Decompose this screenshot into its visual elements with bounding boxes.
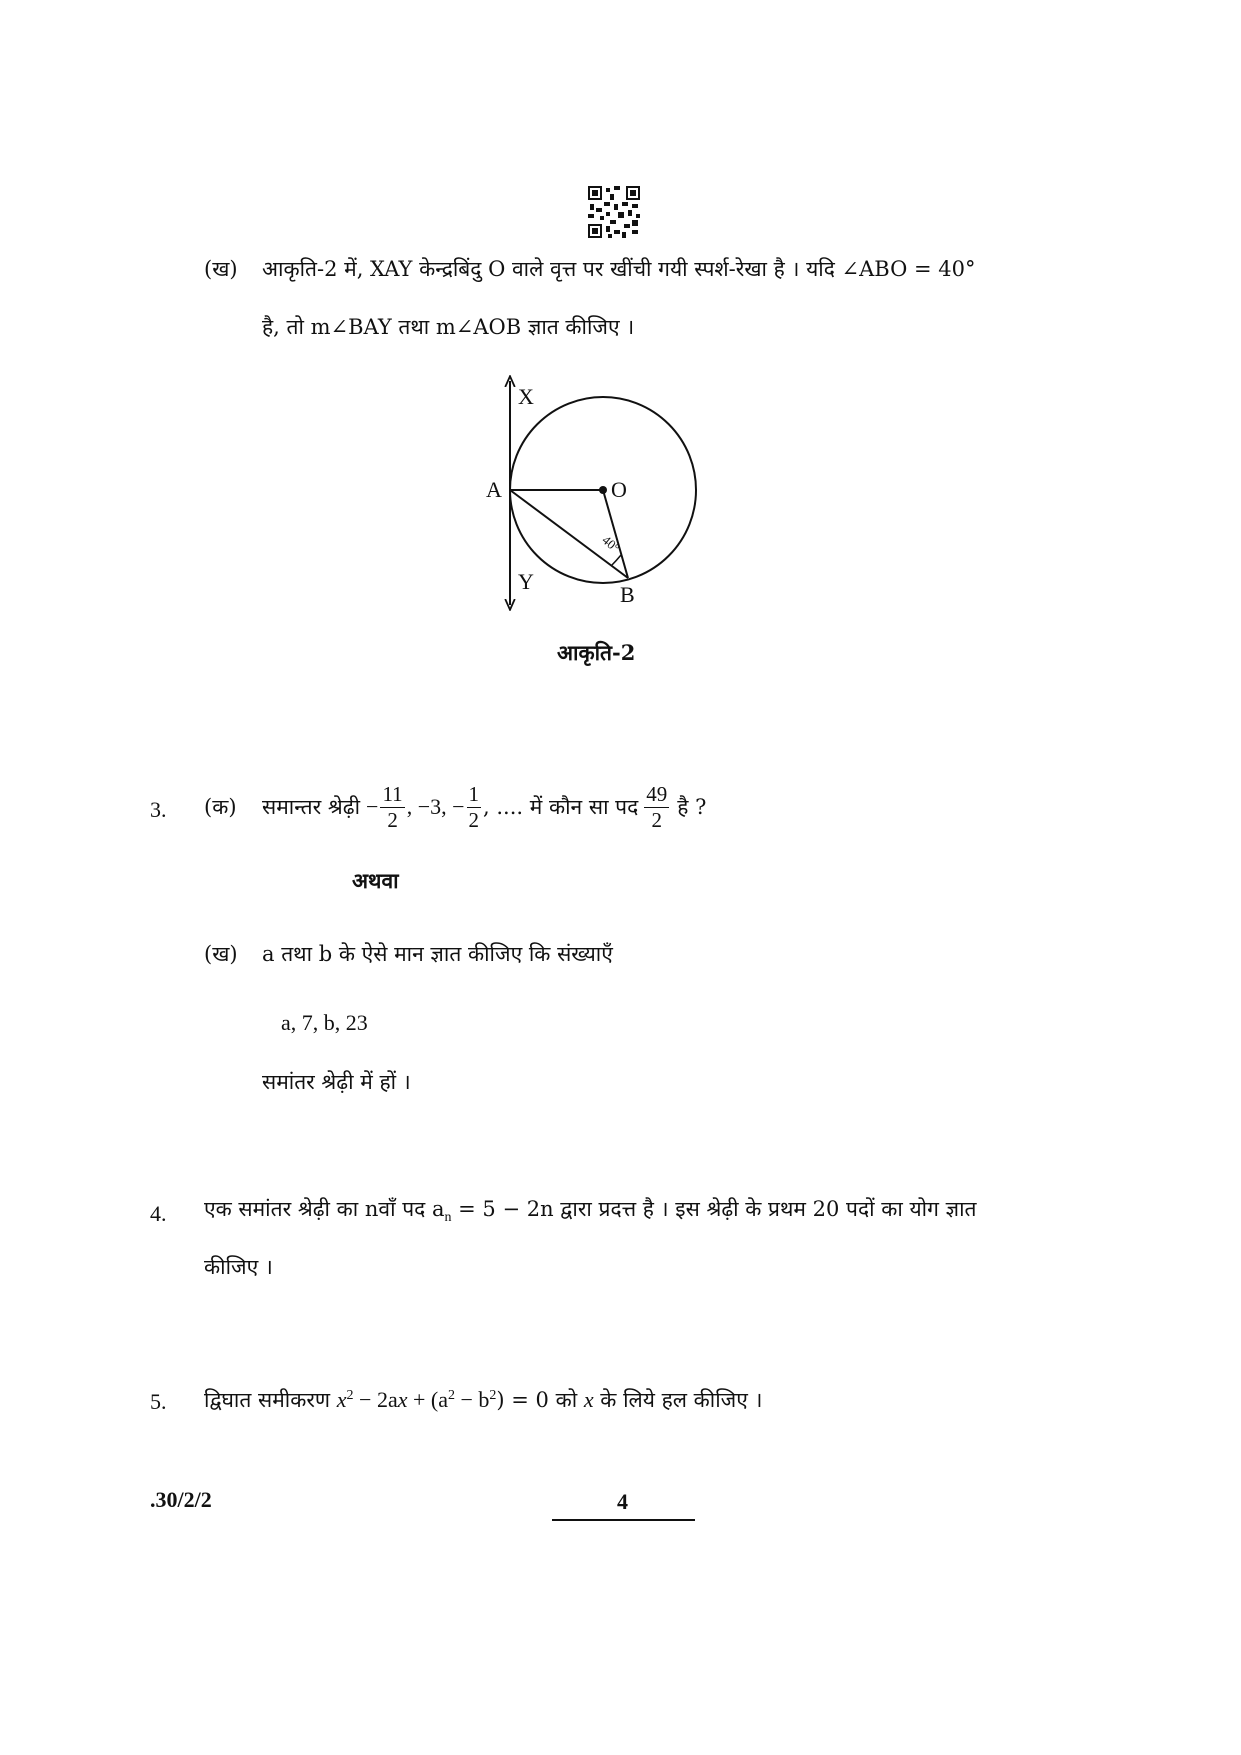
label-y: Y xyxy=(518,569,534,594)
or-label: अथवा xyxy=(352,868,399,893)
q3-frac3-num: 49 xyxy=(646,782,668,807)
paper-code: .30/2/2 xyxy=(150,1487,212,1512)
q2b-line2: है, तो m∠BAY तथा m∠AOB ज्ञात कीजिए । xyxy=(262,315,635,339)
q5-sup3: 2 xyxy=(489,1388,497,1403)
angle-label: 40° xyxy=(599,532,623,556)
label-x: X xyxy=(518,384,534,409)
q4-number: 4. xyxy=(150,1201,167,1226)
qr-code-icon xyxy=(588,186,640,238)
q3-text-pre: समान्तर श्रेढ़ी xyxy=(262,794,361,819)
figure-2 xyxy=(470,375,710,615)
center-point xyxy=(599,486,607,494)
q3-label-a: (क) xyxy=(204,795,237,819)
q5-mid2: + (a xyxy=(407,1387,448,1412)
q5-pre: द्विघात समीकरण xyxy=(204,1388,337,1412)
figure-caption: आकृति-2 xyxy=(557,640,636,665)
q5-post: के लिये हल कीजिए । xyxy=(593,1388,763,1412)
label-a: A xyxy=(486,477,502,502)
q4-subscript: n xyxy=(444,1210,452,1226)
q5-x: x xyxy=(336,1387,347,1412)
q3-number: 3. xyxy=(150,797,167,822)
q3-mid: , −3, − xyxy=(406,794,465,819)
q4-line2: कीजिए । xyxy=(204,1255,273,1279)
q5-mid4: ) = 0 को xyxy=(496,1388,584,1412)
q3-fraction-1 xyxy=(380,783,404,830)
q3-text-post: है ? xyxy=(677,794,707,819)
q3-b-sequence: a, 7, b, 23 xyxy=(281,1010,368,1035)
q3-b-line1: a तथा b के ऐसे मान ज्ञात कीजिए कि संख्याएँ xyxy=(262,942,613,966)
q2b-label: (ख) xyxy=(204,257,238,281)
q5-x3: x xyxy=(583,1387,594,1412)
q3-frac2-num: 1 xyxy=(468,782,480,807)
q3-b-line3: समांतर श्रेढ़ी में हों । xyxy=(262,1070,411,1094)
q3-frac1-den: 2 xyxy=(387,807,398,832)
label-b: B xyxy=(620,582,635,607)
q5-line xyxy=(204,1389,763,1411)
q5-x2: x xyxy=(397,1387,408,1412)
q5-mid1: − 2a xyxy=(353,1387,398,1412)
q5-mid3: − b xyxy=(454,1387,490,1412)
q4-pre: एक समांतर श्रेढ़ी का nवाँ पद a xyxy=(204,1197,445,1221)
qr-code xyxy=(588,186,640,238)
page-number-underline xyxy=(552,1519,695,1521)
q3-frac1-num: 11 xyxy=(382,782,403,807)
q3-fraction-3 xyxy=(644,783,669,830)
q4-post: = 5 − 2n द्वारा प्रदत्त है । इस श्रेढ़ी के प्रथम 20 पदों का योग ज्ञात xyxy=(451,1197,977,1221)
q5-number: 5. xyxy=(150,1389,167,1414)
q3-minus: − xyxy=(366,794,379,819)
label-o: O xyxy=(611,477,627,502)
q3-label-b: (ख) xyxy=(204,942,238,966)
q3-question-a xyxy=(262,776,706,838)
q4-line1 xyxy=(204,1199,976,1225)
q2b-line1: आकृति-2 में, XAY केन्द्रबिंदु O वाले वृत्त पर खींची गयी स्पर्श-रेखा है । यदि ∠ABO = 40° xyxy=(262,257,976,281)
q3-frac2-den: 2 xyxy=(468,807,480,832)
q3-text-mid: , .... में कौन सा पद xyxy=(483,794,639,819)
q5-sup1: 2 xyxy=(346,1388,354,1403)
angle-arc xyxy=(611,555,621,566)
q3-fraction-2 xyxy=(467,783,482,830)
q3-frac3-den: 2 xyxy=(651,807,663,832)
q5-sup2: 2 xyxy=(447,1388,455,1403)
page-number: 4 xyxy=(617,1489,628,1514)
